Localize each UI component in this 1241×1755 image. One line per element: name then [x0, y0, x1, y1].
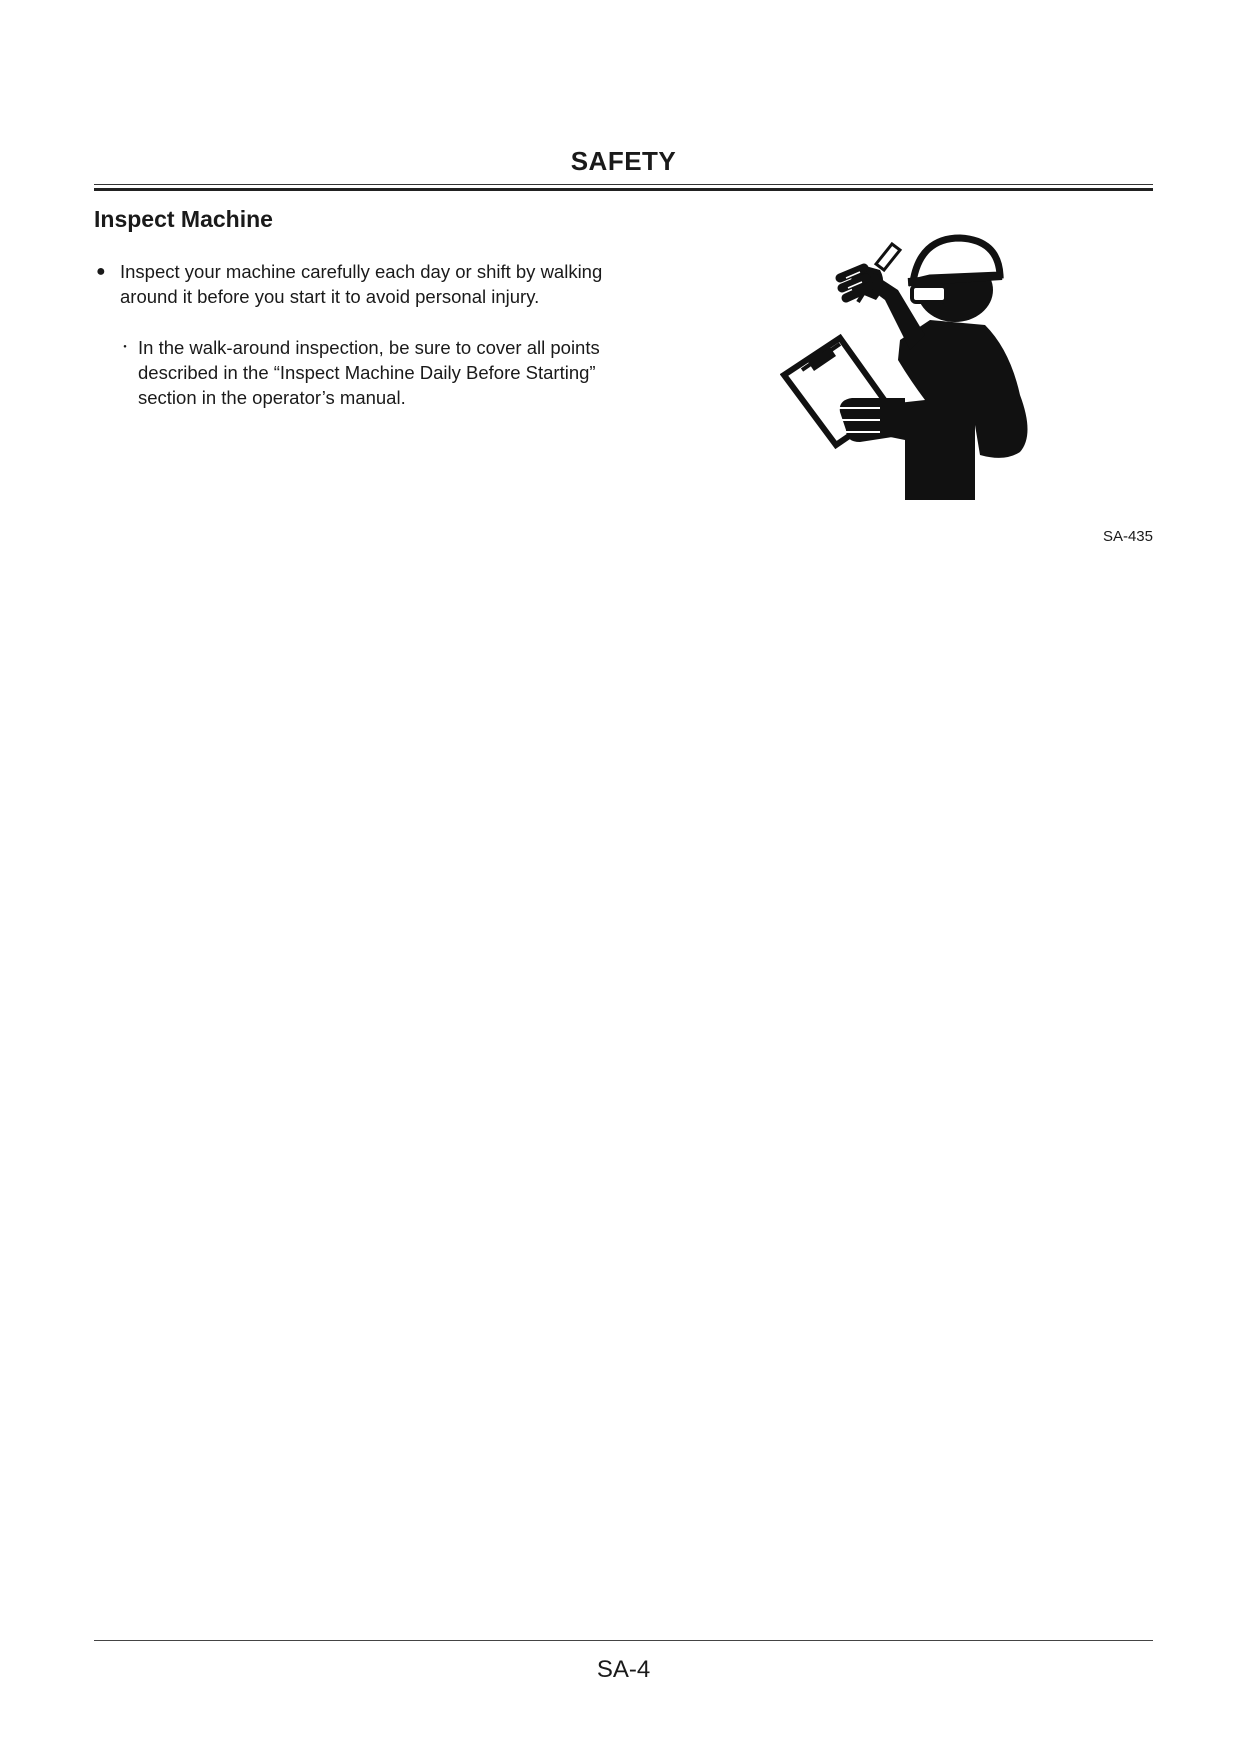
header-rule-thick: [94, 188, 1153, 191]
bullet-marker: ●: [96, 263, 106, 280]
inspector-with-clipboard-icon: [780, 230, 1040, 510]
section-title: Inspect Machine: [94, 206, 273, 232]
sub-bullet-marker: ・: [118, 339, 132, 355]
page-number: SA-4: [596, 1656, 651, 1683]
bullet-item: [94, 259, 654, 309]
figure-caption: SA-435: [1102, 528, 1153, 545]
page-header-title: SAFETY: [570, 146, 677, 176]
sub-bullet-item: [116, 335, 656, 410]
bullet-text: Inspect your machine carefully each day or shift by walking around it before you start it to avoid personal injury.: [120, 261, 603, 307]
header-rule-thin: [94, 184, 1153, 185]
sub-bullet-text: In the walk-around inspection, be sure to cover all points described in the “Inspect Machine Daily Before Starting” section in the operator’s manual.: [138, 337, 600, 408]
footer-rule: [94, 1640, 1153, 1641]
